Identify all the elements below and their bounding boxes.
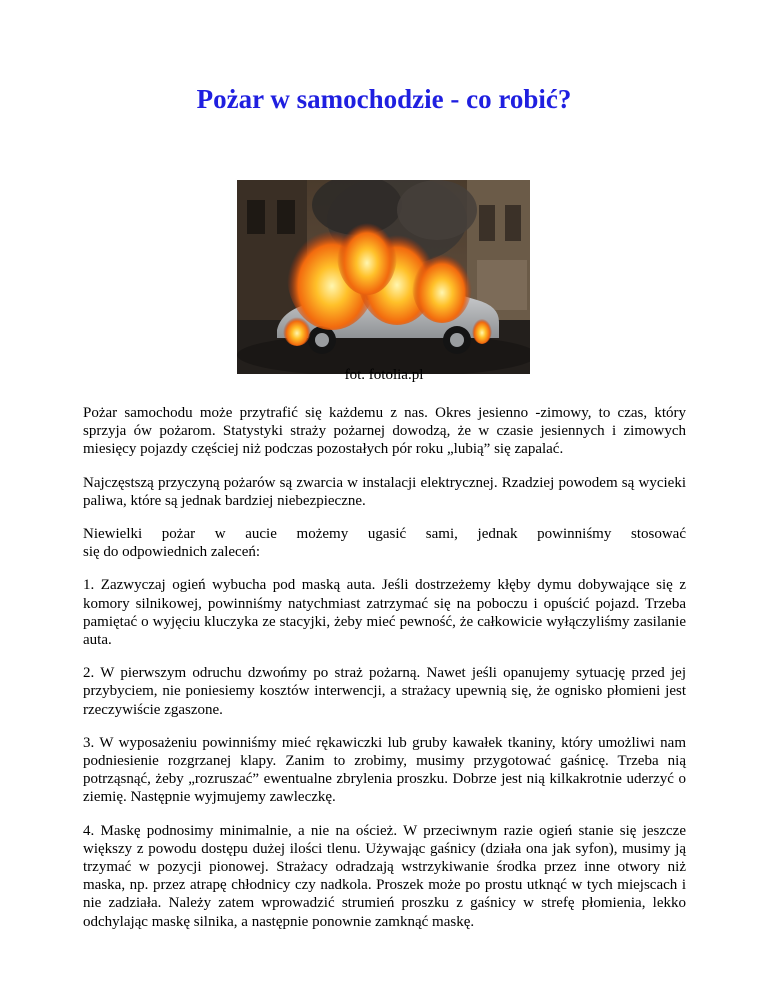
- paragraph-step-4: 4. Maskę podnosimy minimalnie, a nie na oścież. W przeciwnym razie ogień stanie się jeszcze większy z powodu dostępu dużej ilości tlenu. Używając gaśnicy (działa ona jak syfon), musimy ją trzymać w pozycji pionowej. Strażacy odradzają wstrzykiwanie środka przez inne otwory niż maska, np. przez atrapę chłodnicy czy nadkola. Proszek może po prostu utknąć w tych miejscach i nie zadziała. Należy zatem wprowadzić strumień proszku z gaśnicy w strefę płomienia, lekko odchylając maskę silnika, a następnie ponownie zamknąć maskę.: [83, 822, 686, 930]
- paragraph-intro: Pożar samochodu może przytrafić się każdemu z nas. Okres jesienno -zimowy, to czas, który sprzyja ów pożarom. Statystyki straży pożarnej dowodzą, że w czasie jesiennych i zimowych miesięcy pojazdy częściej niż podczas pozostałych pór roku „lubią” się zapalać.: [83, 405, 686, 458]
- paragraph-step-3: 3. W wyposażeniu powinniśmy mieć rękawiczki lub gruby kawałek tkaniny, który umożliwi nam podniesienie rozgrzanej klapy. Zanim to zrobimy, musimy przygotować gaśnicę. Trzeba nią potrząsnąć, żeby „rozruszać” ewentualne zbrylenia proszku. Dobrze jest nią kilkakrotnie uderzyć o ziemię. Następnie wyjmujemy zawleczkę.: [83, 734, 686, 806]
- paragraph-causes: Najczęstszą przyczyną pożarów są zwarcia w instalacji elektrycznej. Rzadziej powodem są wycieki paliwa, które są jednak bardziej niebezpieczne.: [83, 474, 686, 509]
- burning-car-illustration: [237, 180, 530, 374]
- photo-caption: fot. fotolia.pl: [344, 367, 424, 383]
- paragraph-step-2: 2. W pierwszym odruchu dzwońmy po straż pożarną. Nawet jeśli opanujemy sytuację przed jej przybyciem, nie poniesiemy kosztów interwencji, a strażacy upewnią się, że ognisko płomieni jest rzeczywiście zgaszone.: [83, 665, 686, 718]
- paragraph-advice-line-2: się do odpowiednich zaleceń:: [83, 544, 261, 561]
- burning-car-photo: [237, 180, 530, 374]
- article-body: [83, 404, 686, 946]
- page-title: Pożar w samochodzie - co robić?: [196, 84, 572, 114]
- paragraph-step-1: 1. Zazwyczaj ogień wybucha pod maską auta. Jeśli dostrzeżemy kłęby dymu dobywające się z komory silnikowej, powinniśmy natychmiast zatrzymać się na poboczu i opuścić pojazd. Trzeba pamiętać o wyjęciu kluczyka ze stacyjki, żeby mieć pewność, że całkowicie wyłączyliśmy zasilanie auta.: [83, 577, 686, 649]
- paragraph-advice-line-1: Niewielki pożar w aucie możemy ugasić sami, jednak powinniśmy stosować: [83, 526, 686, 543]
